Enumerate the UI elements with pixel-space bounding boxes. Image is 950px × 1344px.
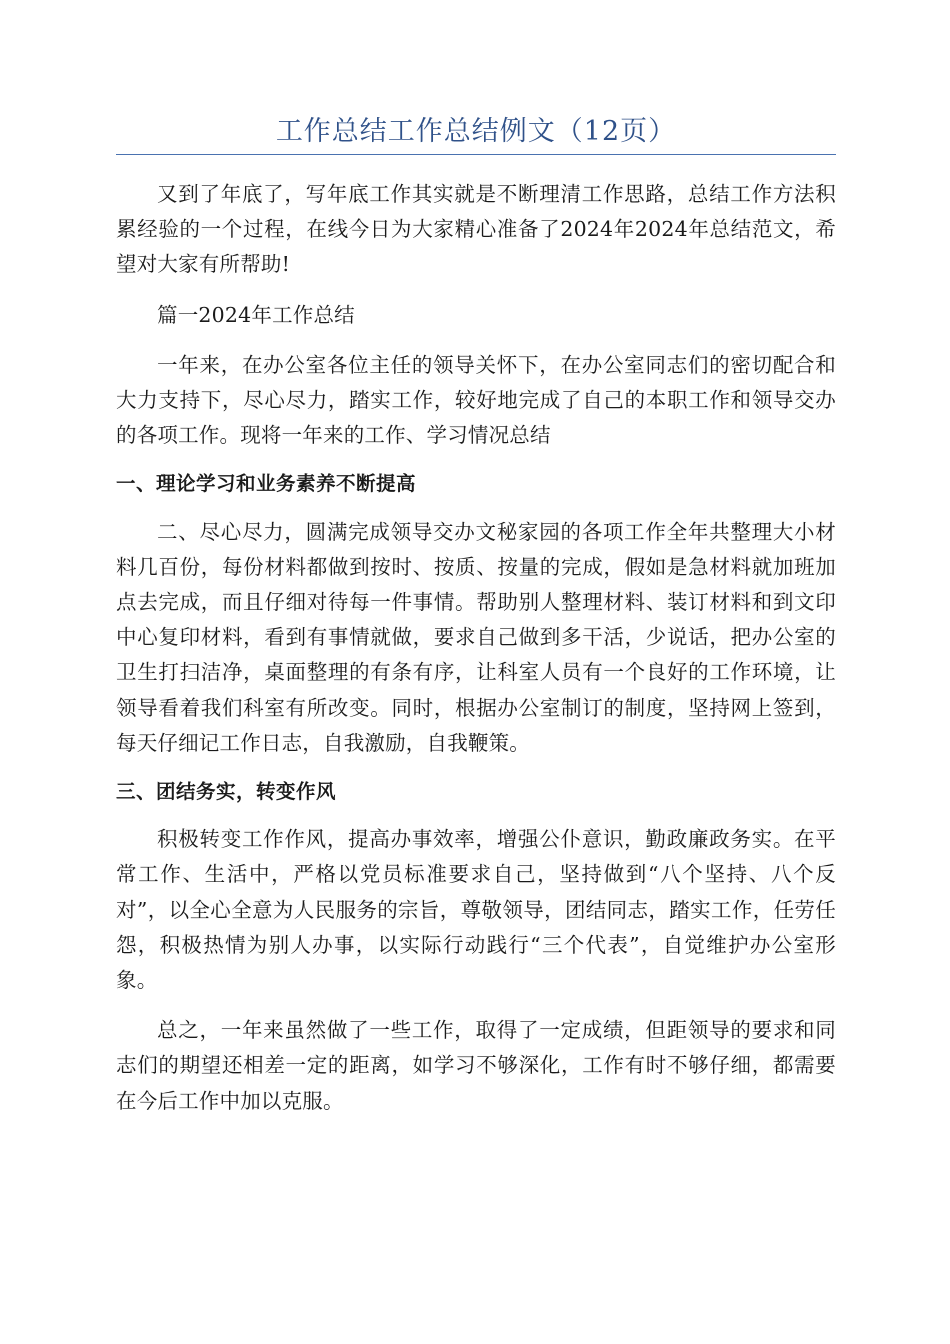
opening-paragraph: 一年来，在办公室各位主任的领导关怀下，在办公室同志们的密切配合和大力支持下，尽心尽力，踏实工作，较好地完成了自己的本职工作和领导交办的各项工作。现将一年来的工作、学习情况总结 — [116, 352, 836, 448]
style-paragraph: 积极转变工作作风，提高办事效率，增强公仆意识，勤政廉政务实。在平常工作、生活中，严格以党员标准要求自己，坚持做到“八个坚持、八个反对”，以全心全意为人民服务的宗旨，尊敬领导，团结同志，踏实工作，任劳任怨，积极热情为别人办事，以实际行动践行“三个代表”，自觉维护办公室形象。 — [116, 827, 836, 993]
conclusion-paragraph: 总之，一年来虽然做了一些工作，取得了一定成绩，但距领导的要求和同志们的期望还相差一定的距离，如学习不够深化，工作有时不够仔细，都需要在今后工作中加以克服。 — [116, 1018, 836, 1113]
intro-paragraph: 又到了年底了，写年底工作其实就是不断理清工作思路，总结工作方法积累经验的一个过程，在线今日为大家精心准备了2024年2024年总结范文，希望对大家有所帮助! — [116, 182, 836, 277]
heading-unity: 三、团结务实，转变作风 — [116, 780, 337, 804]
work-paragraph: 二、尽心尽力，圆满完成领导交办文秘家园的各项工作全年共整理大小材料几百份，每份材料都做到按时、按质、按量的完成，假如是急材料就加班加点去完成，而且仔细对待每一件事情。帮助别人整理材料、装订材料和到文印中心复印材料，看到有事情就做，要求自己做到多干活，少说话，把办公室的卫生打扫洁净，桌面整理的有条有序，让科室人员有一个良好的工作环境，让领导看着我们科室有所改变。同时，根据办公室制订的制度，坚持网上签到，每天仔细记工作日志，自我激励，自我鞭策。 — [116, 519, 836, 755]
heading-theory-study: 一、理论学习和业务素养不断提高 — [116, 472, 417, 496]
document-title: 工作总结工作总结例文（12页） — [275, 116, 677, 147]
document-body — [116, 177, 836, 1119]
section-title: 篇一2024年工作总结 — [157, 302, 355, 327]
title-underline — [116, 154, 836, 155]
